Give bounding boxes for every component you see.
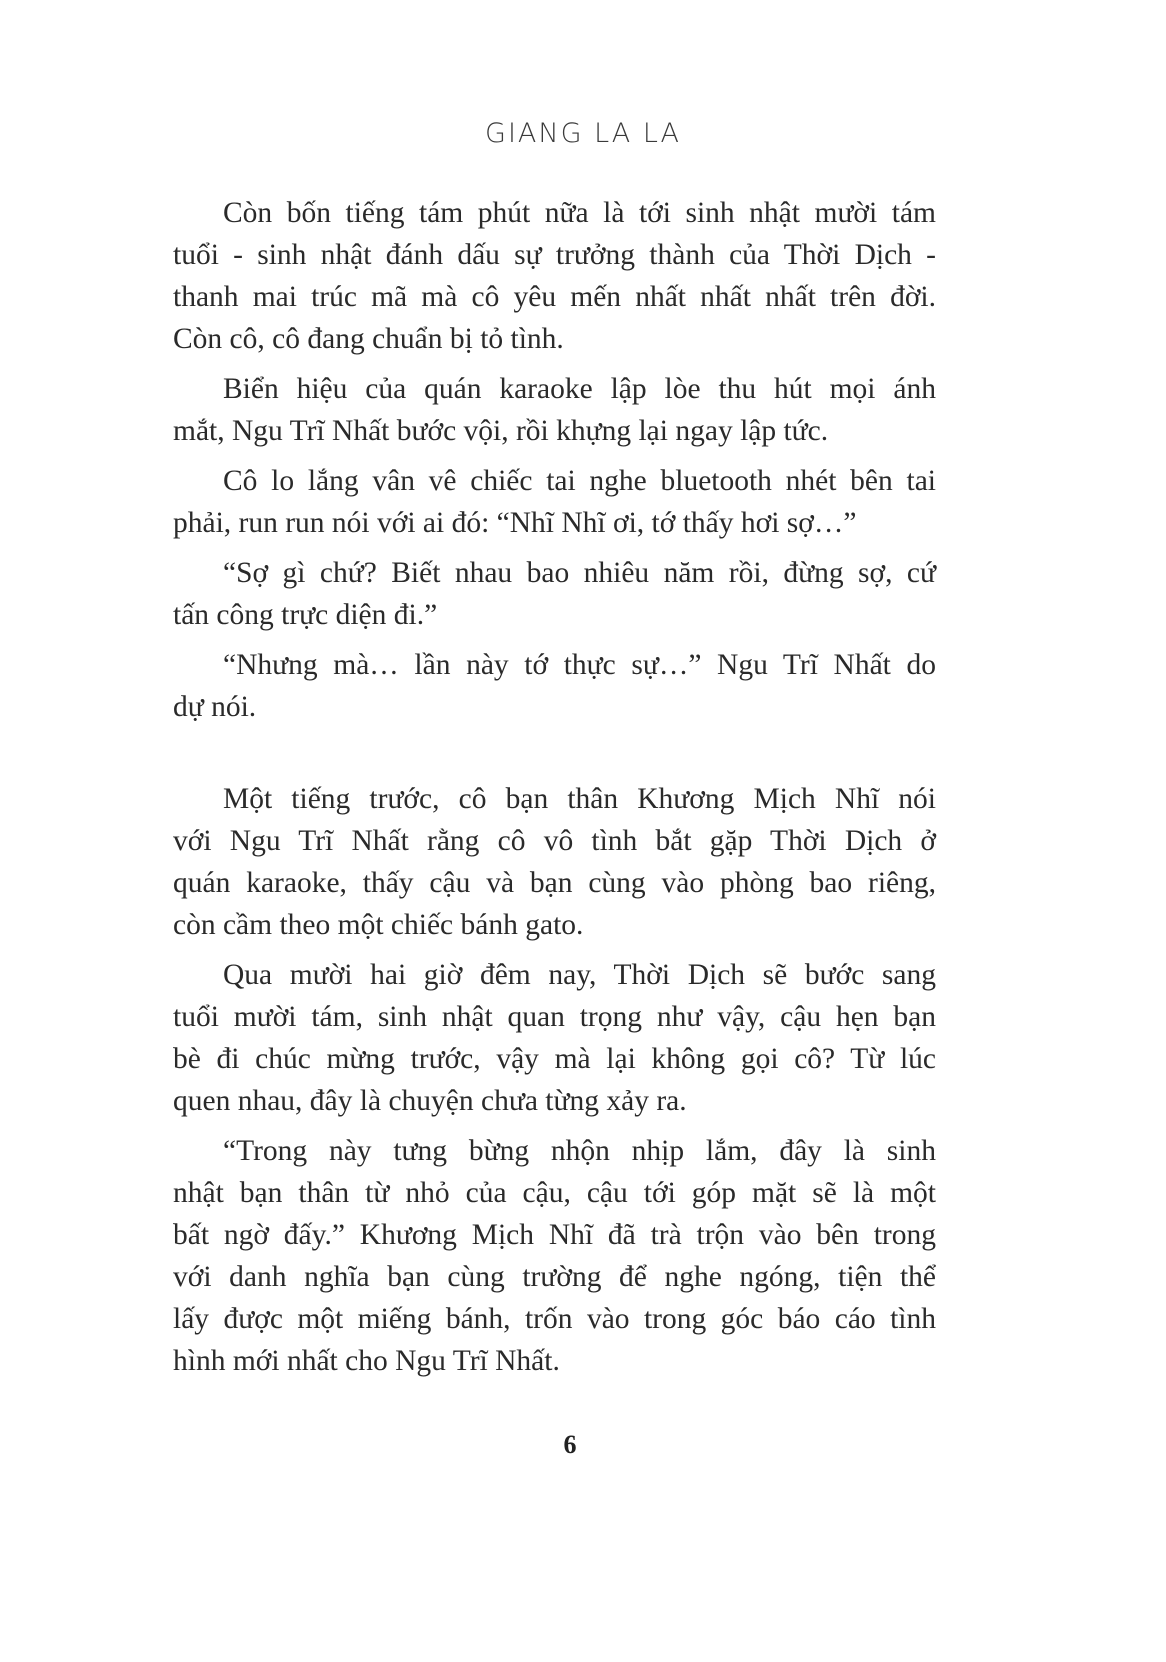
text-line: dự nói. (173, 691, 257, 723)
paragraph (173, 1130, 936, 1382)
text-line: Qua mười hai giờ đêm nay, Thời Dịch sẽ bước sang (223, 959, 936, 991)
text-line: Biển hiệu của quán karaoke lập lòe thu hút mọi ánh (223, 373, 936, 405)
paragraph (173, 954, 936, 1122)
text-line: Cô lo lắng vân vê chiếc tai nghe bluetooth nhét bên tai (223, 465, 936, 497)
text-line: tuổi mười tám, sinh nhật quan trọng như vậy, cậu hẹn bạn (173, 1001, 936, 1033)
paragraph (173, 192, 936, 360)
text-line: với Ngu Trĩ Nhất rằng cô vô tình bắt gặp Thời Dịch ở (173, 825, 936, 857)
text-line: bè đi chúc mừng trước, vậy mà lại không gọi cô? Từ lúc (173, 1043, 936, 1075)
text-line: tuổi - sinh nhật đánh dấu sự trưởng thành của Thời Dịch - (173, 239, 936, 271)
text-line: quán karaoke, thấy cậu và bạn cùng vào phòng bao riêng, (173, 867, 936, 899)
text-line: Còn bốn tiếng tám phút nữa là tới sinh nhật mười tám (223, 197, 936, 229)
text-line: Một tiếng trước, cô bạn thân Khương Mịch Nhĩ nói (223, 783, 936, 815)
paragraph (173, 778, 936, 946)
paragraph (173, 368, 936, 452)
running-header-author: GIANG LA LA (485, 118, 681, 149)
text-line: “Nhưng mà… lần này tớ thực sự…” Ngu Trĩ Nhất do (223, 649, 936, 681)
text-line: lấy được một miếng bánh, trốn vào trong góc báo cáo tình (173, 1303, 936, 1335)
body-text (173, 192, 936, 1390)
text-line: phải, run run nói với ai đó: “Nhĩ Nhĩ ơi, tớ thấy hơi sợ…” (173, 507, 857, 539)
text-line: nhật bạn thân từ nhỏ của cậu, cậu tới góp mặt sẽ là một (173, 1177, 936, 1209)
text-line: “Sợ gì chứ? Biết nhau bao nhiêu năm rồi, đừng sợ, cứ (223, 557, 936, 589)
text-line: “Trong này tưng bừng nhộn nhịp lắm, đây là sinh (223, 1135, 936, 1167)
text-line: thanh mai trúc mã mà cô yêu mến nhất nhất nhất trên đời. (173, 281, 936, 313)
text-line: hình mới nhất cho Ngu Trĩ Nhất. (173, 1345, 560, 1377)
text-line: với danh nghĩa bạn cùng trường để nghe ngóng, tiện thể (173, 1261, 936, 1293)
paragraph (173, 644, 936, 728)
text-line: tấn công trực diện đi.” (173, 599, 438, 631)
paragraph (173, 552, 936, 636)
page-number: 6 (563, 1430, 577, 1459)
text-line: còn cầm theo một chiếc bánh gato. (173, 909, 584, 941)
text-line: bất ngờ đấy.” Khương Mịch Nhĩ đã trà trộn vào bên trong (173, 1219, 936, 1251)
text-line: quen nhau, đây là chuyện chưa từng xảy ra. (173, 1085, 687, 1117)
text-line: mắt, Ngu Trĩ Nhất bước vội, rồi khựng lại ngay lập tức. (173, 415, 829, 447)
paragraph (173, 460, 936, 544)
text-line: Còn cô, cô đang chuẩn bị tỏ tình. (173, 323, 564, 355)
